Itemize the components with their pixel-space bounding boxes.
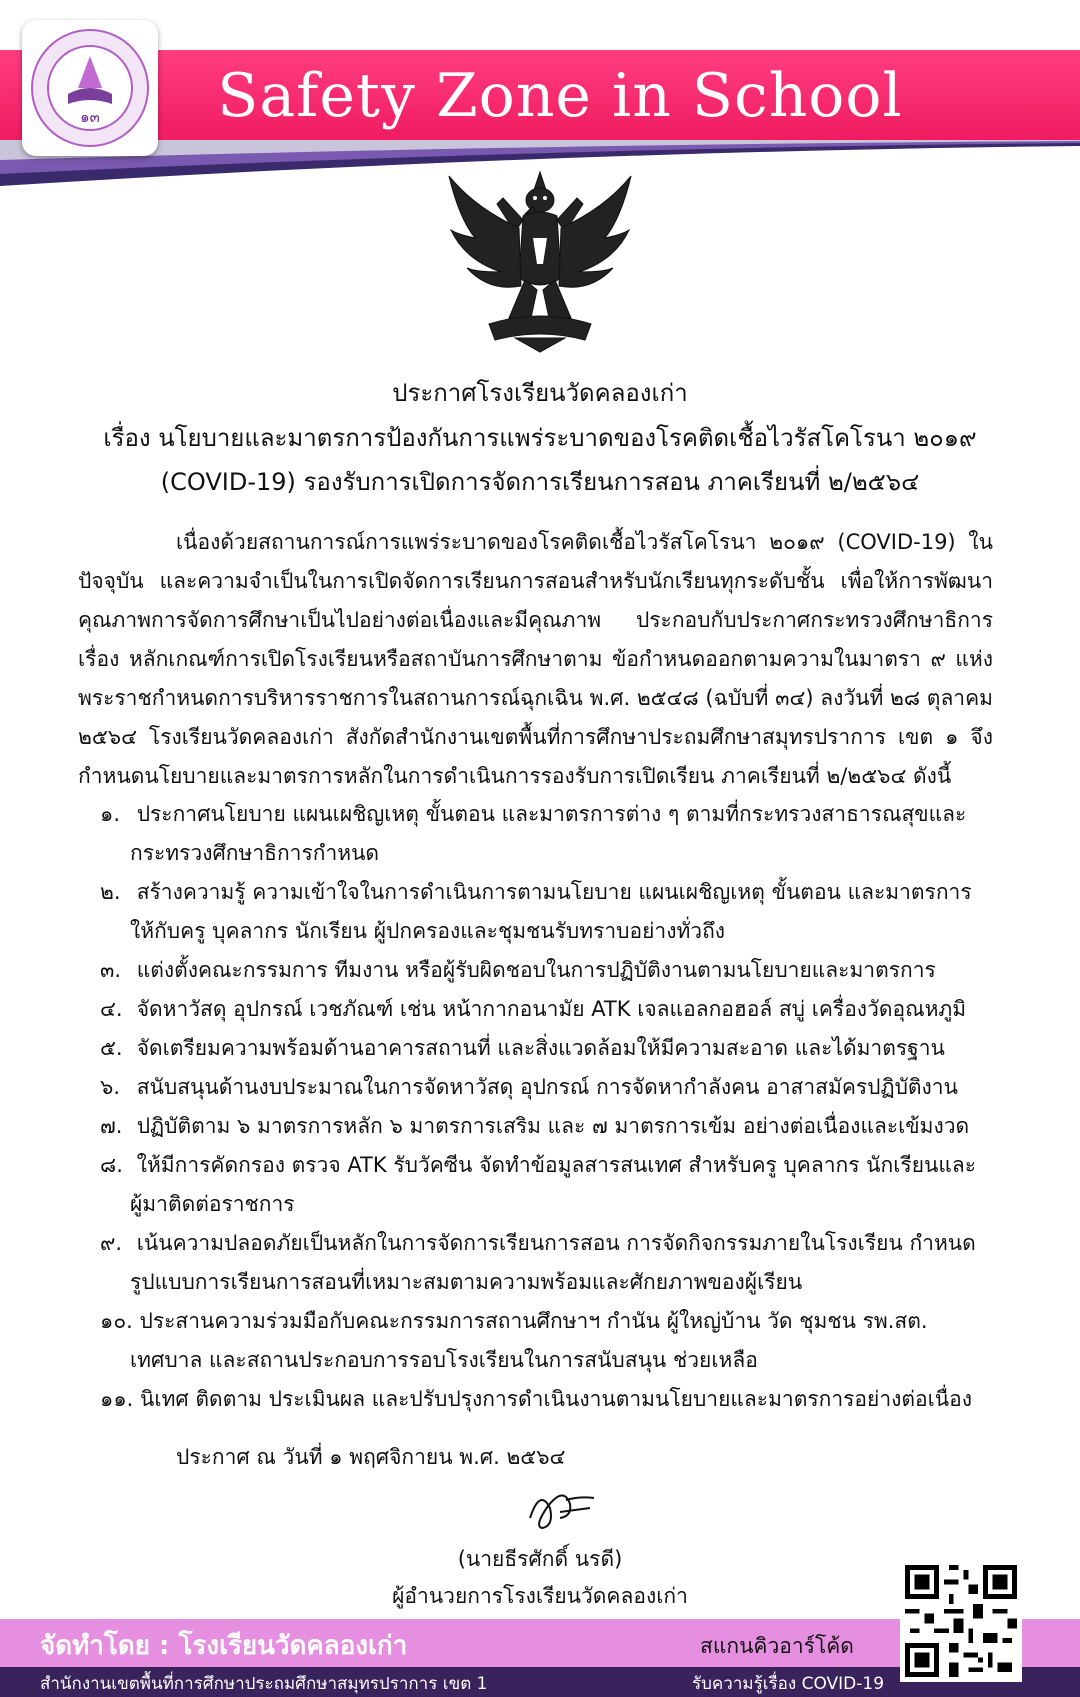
measure-item <box>100 1146 995 1224</box>
measure-number: ๑๐. <box>100 1309 133 1333</box>
page-title: Safety Zone in School <box>217 61 903 131</box>
announcement-date: ประกาศ ณ วันที่ ๑ พฤศจิกายน พ.ศ. ๒๕๖๔ <box>176 1445 566 1469</box>
measure-text: ประกาศนโยบาย แผนเผชิญเหตุ ขั้นตอน และมาตรการต่าง ๆ ตามที่กระทรวงสาธารณสุขและ <box>136 802 967 826</box>
measure-text: นิเทศ ติดตาม ประเมินผล และปรับปรุงการดำเนินงานตามนโยบายและมาตรการอย่างต่อเนื่อง <box>140 1387 973 1411</box>
measure-number: ๗. <box>100 1114 123 1138</box>
school-logo-icon <box>30 28 150 148</box>
footer-made-by: จัดทำโดย : โรงเรียนวัดคลองเก่า <box>40 1631 408 1661</box>
measure-text: ปฏิบัติตาม ๖ มาตรการหลัก ๖ มาตรการเสริม และ ๗ มาตรการเข้ม อย่างต่อเนื่องและเข้มงวด <box>136 1114 970 1138</box>
measure-number: ๘. <box>100 1153 123 1177</box>
measure-item <box>100 795 995 873</box>
measure-item <box>100 1107 995 1146</box>
measure-number: ๙. <box>100 1231 123 1255</box>
signer-name: (นายธีรศักดิ์ นรดี) <box>457 1547 623 1571</box>
measure-number: ๔. <box>100 997 123 1021</box>
measure-number: ๓. <box>100 958 122 982</box>
header-top <box>0 0 1080 50</box>
measure-text: ให้มีการคัดกรอง ตรวจ ATK รับวัคซีน จัดทำข้อมูลสารสนเทศ สำหรับครู บุคลากร นักเรียนและ <box>136 1153 977 1177</box>
measure-text: จัดหาวัสดุ อุปกรณ์ เวชภัณฑ์ เช่น หน้ากากอนามัย ATK เจลแอลกอฮอล์ สบู่ เครื่องวัดอุณหภูมิ <box>136 997 967 1021</box>
measure-text: จัดเตรียมความพร้อมด้านอาคารสถานที่ และสิ่งแวดล้อมให้มีความสะอาด และได้มาตรฐาน <box>136 1036 945 1060</box>
measure-item <box>100 990 995 1029</box>
footer-scan-label: สแกนคิวอาร์โค้ด <box>700 1634 854 1658</box>
measure-text-continued: เทศบาล และสถานประกอบการรอบโรงเรียนในการสนับสนุน ช่วยเหลือ <box>130 1348 758 1372</box>
school-logo <box>22 20 158 156</box>
measures-list <box>100 795 995 1419</box>
qr-code-icon[interactable] <box>900 1560 1022 1682</box>
measure-text-continued: ผู้มาติดต่อราชการ <box>130 1192 295 1216</box>
announcement-heading: ประกาศโรงเรียนวัดคลองเก่า <box>392 379 688 407</box>
measure-item <box>100 873 995 951</box>
measure-text-continued: ให้กับครู บุคลากร นักเรียน ผู้ปกครองและชุมชนรับทราบอย่างทั่วถึง <box>130 919 726 943</box>
measure-text: สนับสนุนด้านงบประมาณในการจัดหาวัสดุ อุปกรณ์ การจัดหากำลังคน อาสาสมัครปฏิบัติงาน <box>136 1075 958 1099</box>
announcement-subject-line2: (COVID-19) รองรับการเปิดการจัดการเรียนการสอน ภาคเรียนที่ ๒/๒๕๖๔ <box>160 468 920 496</box>
measure-number: ๒. <box>100 880 121 904</box>
measure-item <box>100 1380 995 1419</box>
measure-item <box>100 951 995 990</box>
measure-item <box>100 1029 995 1068</box>
measure-text-continued: กระทรวงศึกษาธิการกำหนด <box>130 841 380 865</box>
measure-text: แต่งตั้งคณะกรรมการ ทีมงาน หรือผู้รับผิดชอบในการปฏิบัติงานตามนโยบายและมาตรการ <box>136 958 936 982</box>
measure-text: สร้างความรู้ ความเข้าใจในการดำเนินการตามนโยบาย แผนเผชิญเหตุ ขั้นตอน และมาตรการ <box>136 880 972 904</box>
measure-number: ๑. <box>100 802 121 826</box>
measure-number: ๕. <box>100 1036 123 1060</box>
footer-office: สำนักงานเขตพื้นที่การศึกษาประถมศึกษาสมุทรปราการ เขต 1 <box>40 1674 488 1694</box>
signer-title: ผู้อำนวยการโรงเรียนวัดคลองเก่า <box>392 1584 688 1608</box>
measure-item <box>100 1302 995 1380</box>
measure-text-continued: รูปแบบการเรียนการสอนที่เหมาะสมตามความพร้อมและศักยภาพของผู้เรียน <box>130 1270 803 1294</box>
measure-item <box>100 1224 995 1302</box>
signature-mark <box>520 1478 600 1534</box>
measure-number: ๑๑. <box>100 1387 134 1411</box>
measure-number: ๖. <box>100 1075 121 1099</box>
measure-text: ประสานความร่วมมือกับคณะกรรมการสถานศึกษาฯ กำนัน ผู้ใหญ่บ้าน วัด ชุมชน รพ.สต. <box>139 1309 928 1333</box>
measure-text: เน้นความปลอดภัยเป็นหลักในการจัดการเรียนการสอน การจัดกิจกรรมภายในโรงเรียน กำหนด <box>136 1231 976 1255</box>
footer-scan-sub: รับความรู้เรื่อง COVID-19 <box>692 1674 885 1694</box>
measure-item <box>100 1068 995 1107</box>
garuda-emblem-icon <box>445 168 635 353</box>
announcement-intro: เนื่องด้วยสถานการณ์การแพร่ระบาดของโรคติดเชื้อไวรัสโคโรนา ๒๐๑๙ (COVID-19) ในปัจจุบัน และความจำเป็นในการเปิดจัดการเรียนการสอนสำหรับนักเรียนทุกระดับชั้น เพื่อให้การพัฒนาคุณภาพการจัดการศึกษาเป็นไปอย่างต่อเนื่องและมีคุณภาพ ประกอบกับประกาศกระทรวงศึกษาธิการ เรื่อง หลักเกณฑ์การเปิดโรงเรียนหรือสถาบันการศึกษาตาม ข้อกำหนดออกตามความในมาตรา ๙ แห่งพระราชกำหนดการบริหารราชการในสถานการณ์ฉุกเฉิน พ.ศ. ๒๕๔๘ (ฉบับที่ ๓๔) ลงวันที่ ๒๘ ตุลาคม ๒๕๖๔ โรงเรียนวัดคลองเก่า สังกัดสำนักงานเขตพื้นที่การศึกษาประถมศึกษาสมุทรปราการ เขต ๑ จึงกำหนดนโยบายและมาตรการหลักในการดำเนินการรองรับการเปิดเรียน ภาคเรียนที่ ๒/๒๕๖๔ ดังนี้ <box>78 530 993 788</box>
announcement-subject-line1: เรื่อง นโยบายและมาตรการป้องกันการแพร่ระบาดของโรคติดเชื้อไวรัสโคโรนา ๒๐๑๙ <box>103 424 977 452</box>
logo-numeral: ๑๓ <box>80 108 100 126</box>
